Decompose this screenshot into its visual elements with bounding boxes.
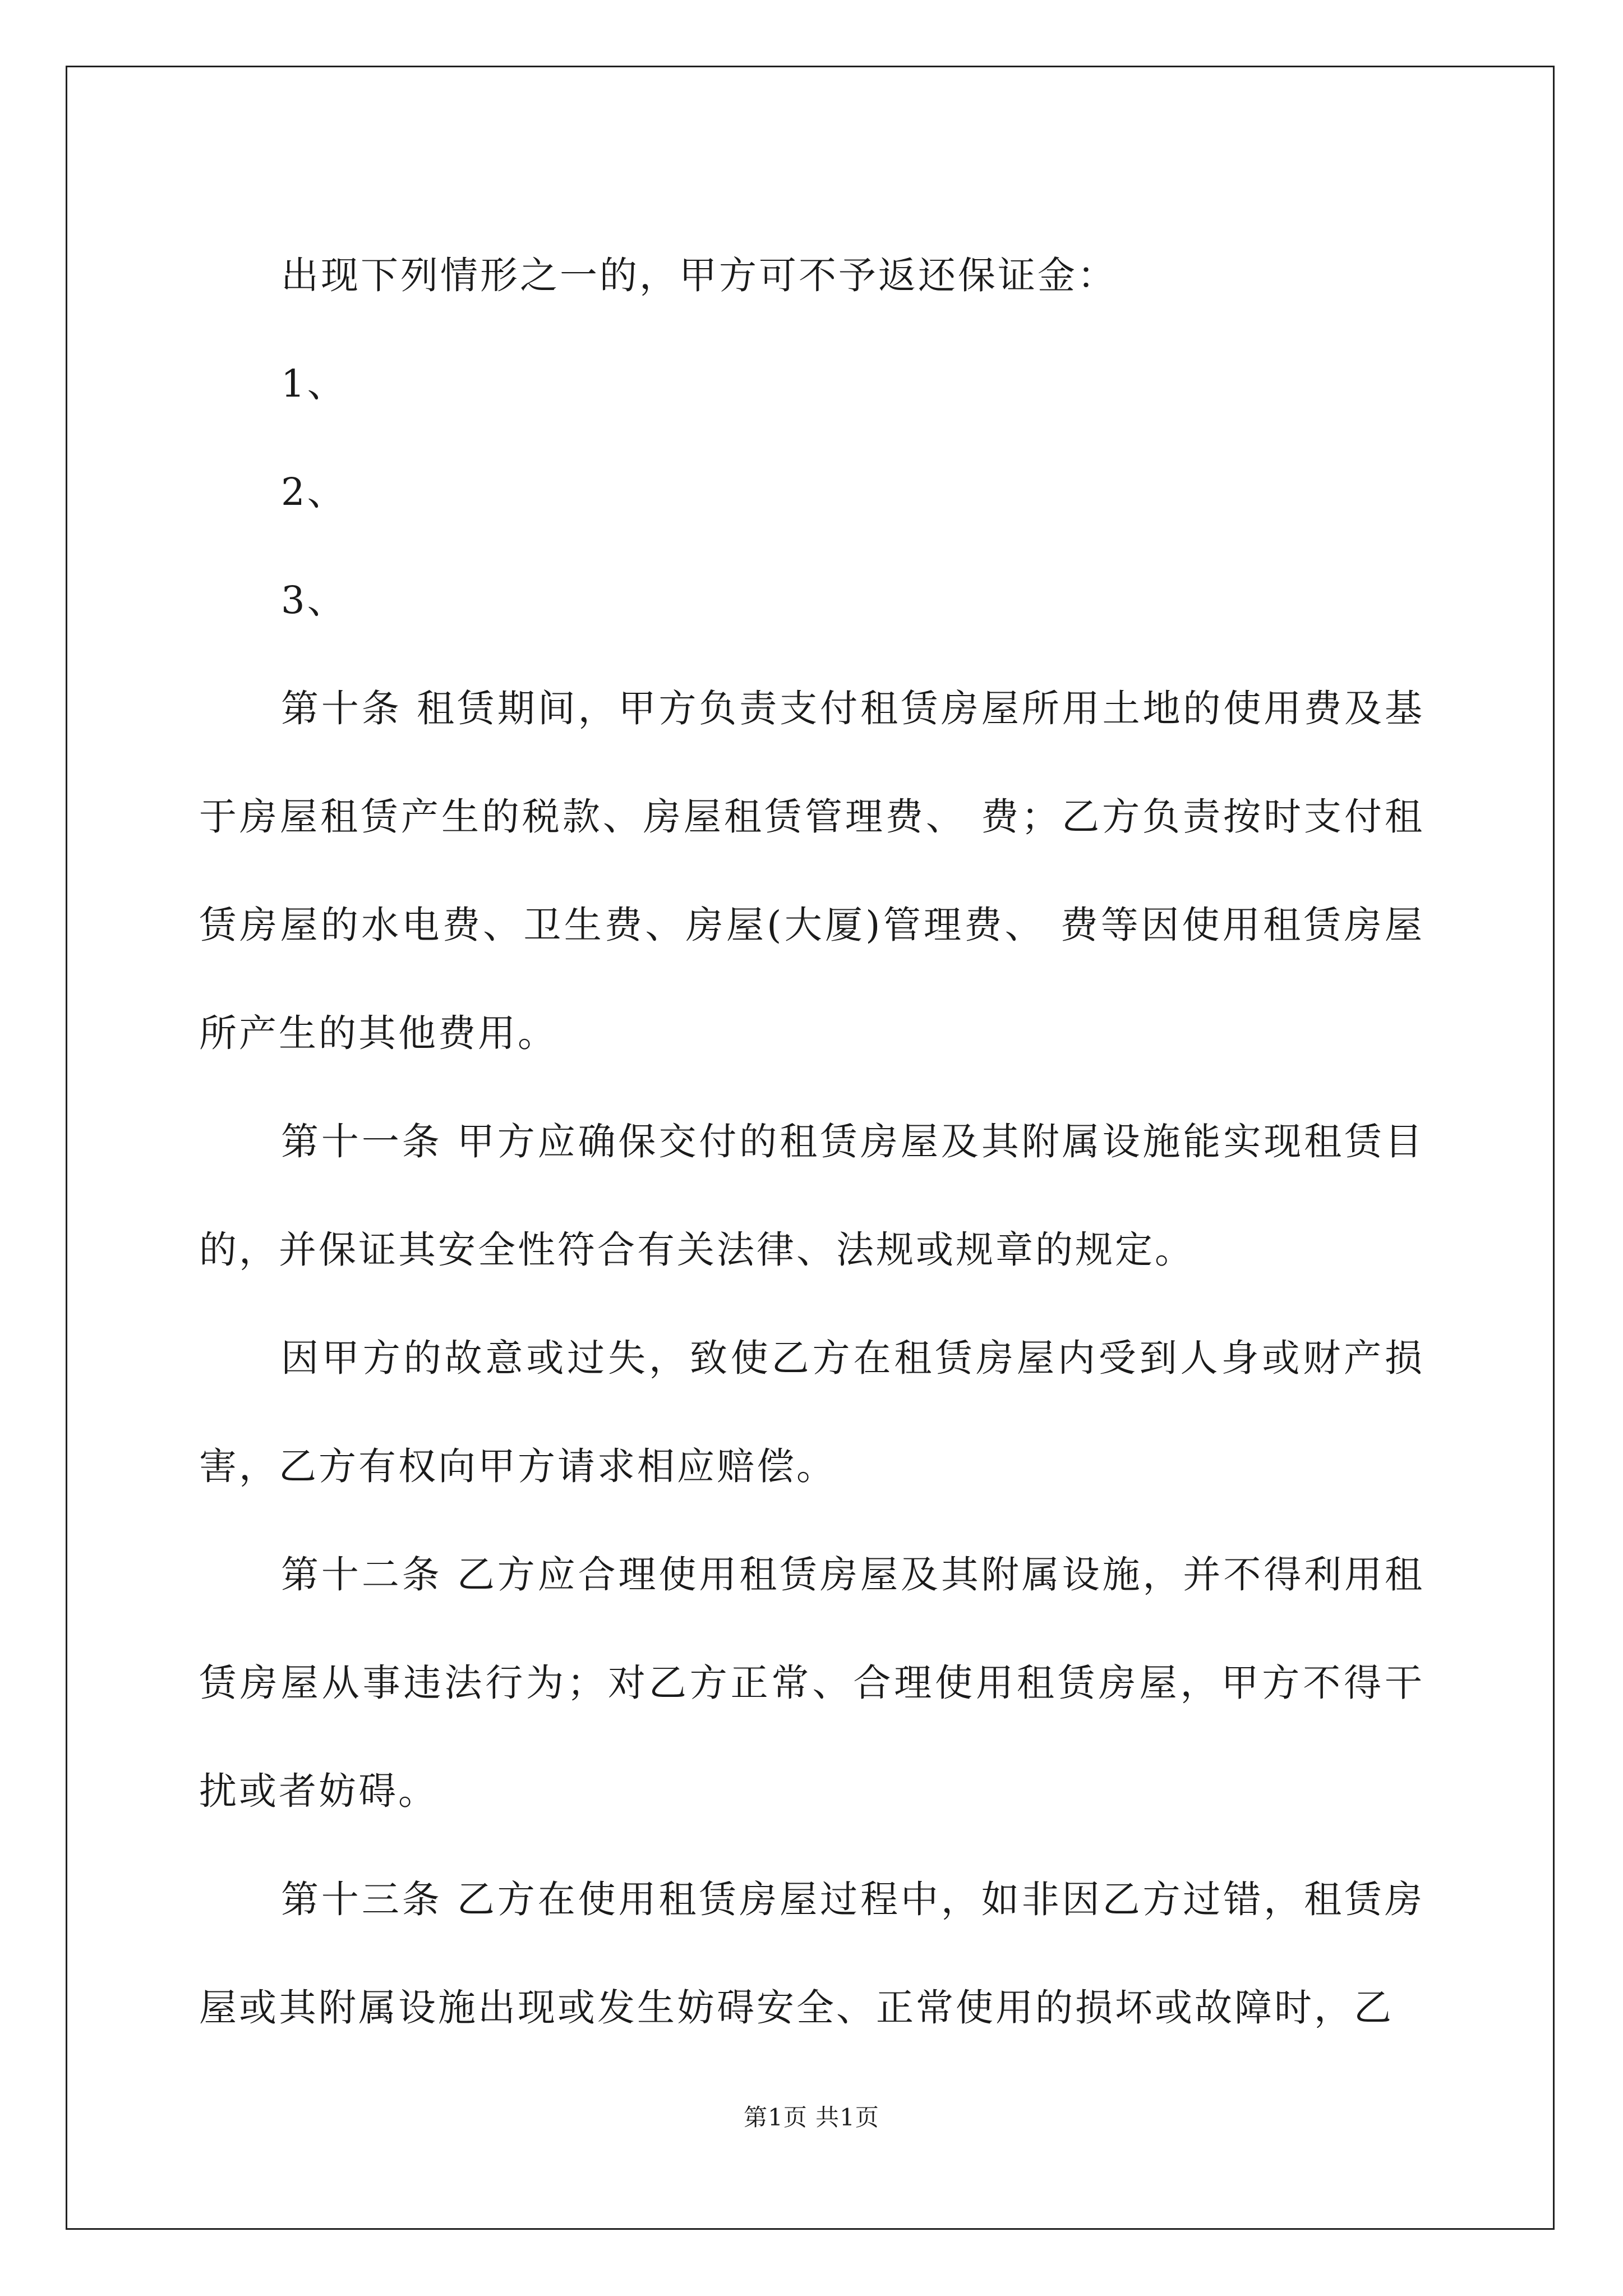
list-item-2: 2、 — [281, 470, 347, 514]
page-number-footer: 第1页 共1页 — [744, 2104, 879, 2131]
paragraph-damage-compensation: 因甲方的故意或过失，致使乙方在租赁房屋内受到人身或财产损害，乙方有权向甲方请求相应赔偿。 — [199, 1336, 1424, 1488]
article-11: 第十一条 甲方应确保交付的租赁房屋及其附属设施能实现租赁目的，并保证其安全性符合有关法律、法规或规章的规定。 — [199, 1120, 1424, 1272]
article-13: 第十三条 乙方在使用租赁房屋过程中，如非因乙方过错，租赁房屋或其附属设施出现或发生妨碍安全、正常使用的损坏或故障时，乙 — [199, 1878, 1424, 2030]
paragraph-deposit-conditions: 出现下列情形之一的，甲方可不予返还保证金： — [281, 254, 1117, 297]
article-10: 第十条 租赁期间，甲方负责支付租赁房屋所用土地的使用费及基于房屋租赁产生的税款、房屋租赁管理费、 费；乙方负责按时支付租赁房屋的水电费、卫生费、房屋(大厦)管理费、 费等因使用租赁房屋所产生的其他费用。 — [199, 687, 1424, 1055]
list-item-1: 1、 — [281, 362, 347, 406]
list-item-3: 3、 — [281, 578, 347, 622]
article-12: 第十二条 乙方应合理使用租赁房屋及其附属设施，并不得利用租赁房屋从事违法行为；对乙方正常、合理使用租赁房屋，甲方不得干扰或者妨碍。 — [199, 1553, 1424, 1813]
document-body — [199, 222, 1424, 2062]
